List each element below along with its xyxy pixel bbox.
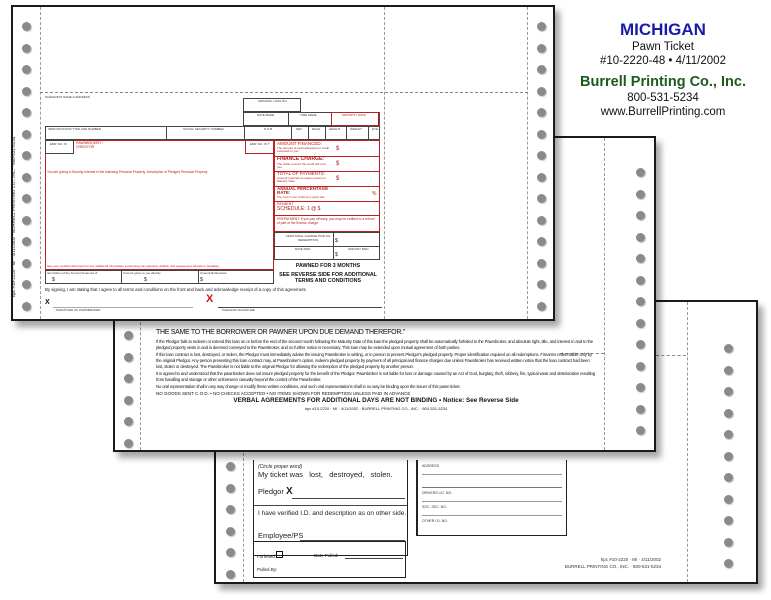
tractor-hole [636, 319, 645, 328]
date-pulled-line[interactable] [345, 558, 403, 559]
tractor-hole [724, 452, 733, 461]
company-name: Burrell Printing Co., Inc. [580, 74, 746, 90]
tractor-hole [724, 409, 733, 418]
verbal-agreements: VERBAL AGREEMENTS FOR ADDITIONAL DAYS ARE NOT BINDING • Notice: See Reverse Side [233, 397, 519, 404]
tila-row [275, 186, 379, 202]
forfeited-box [253, 541, 406, 578]
terms-paragraph: If this loan contract is lost, destroyed, or stolen, the Pledgor must immediately advise the issuing Pawnbroker in writing, or in person to prevent Pledgor's pledged property. Proper identification required on all redemptions. Firearms redeemable only by the original Pledgor. Any person presenting this loan contract may, at Pawnbroker's option, redeem pledged property by payment of all principal and finance charges due unless Pawnbroker has received written notice that the loan contract had been lost, stolen or destroyed. The Pawnbroker is not liable to the original Pledgor for allowing the redemption of the pledged property by another person. [156, 352, 593, 369]
tila-desc: The amount of cash advanced or credit extended to you. [277, 146, 330, 154]
pulled-by-label: Pulled By: [257, 567, 278, 572]
see-reverse: SEE REVERSE SIDE FOR ADDITIONAL TERMS AND CONDITIONS [279, 272, 377, 284]
tractor-holes-right [636, 138, 648, 450]
time-made-label: TIME MADE [300, 113, 317, 117]
tila-desc: The dollar amount the credit will cost you. [277, 162, 326, 170]
ssn-line[interactable] [422, 515, 562, 516]
emp-no-box-2 [245, 140, 274, 154]
tractor-holes-right [537, 7, 549, 319]
tractor-hole [724, 366, 733, 375]
amount-paid-label: AMOUNT PAID [348, 247, 369, 251]
tractor-hole [537, 173, 546, 182]
tractor-hole [537, 216, 546, 225]
circle-note: (Circle proper word) [258, 464, 303, 470]
lost-line: My ticket was lost, destroyed, stolen. [258, 470, 393, 479]
tractor-hole [636, 254, 645, 263]
tractor-hole [226, 527, 235, 536]
maturity-date-box [331, 112, 380, 126]
tractor-hole [724, 495, 733, 504]
tractor-hole [226, 548, 235, 557]
tractor-hole [724, 344, 733, 353]
tractor-hole [22, 194, 31, 203]
weight-label: WEIGHT [350, 127, 362, 131]
additional-charge-label: ADDITIONAL CHARGE PAID ON REDEMPTION [285, 234, 331, 242]
pawnbroker-label: PAWNBROKER / CREDITOR [76, 141, 103, 149]
no-goods-line: NO GOODS SENT C.O.D. • NO CHECKS ACCEPTED • NO ITEMS SHOWN FOR REDEMPTION UNLESS PAID IN ADVANCE [156, 391, 411, 396]
tractor-hole [537, 108, 546, 117]
pledgor-name-label: PLEDGOR'S NAME & ADDRESS [45, 95, 90, 99]
stub-imprint-1: hpc #10-2220 · MI · 4/11/2002 [600, 557, 661, 562]
schedule-label: SCHEDULE: 1 @ $ [277, 206, 321, 212]
forfeited-label [257, 551, 283, 559]
tractor-hole [22, 22, 31, 31]
ssn-label: SOCIAL SECURITY NUMBER [183, 127, 224, 131]
given-label: Amount given to you directly [123, 271, 161, 275]
ssn-label: SOC. SEC. NO. [422, 505, 447, 509]
forfeited-checkbox[interactable] [276, 551, 283, 558]
race-label: RACE [312, 127, 321, 131]
tila-box [274, 140, 380, 232]
tila-title: ANNUAL PERCENTAGE RATE: [277, 186, 329, 196]
drivers-line[interactable] [422, 501, 562, 502]
tractor-hole [22, 108, 31, 117]
tractor-hole [22, 87, 31, 96]
additional-charge-value: $ [335, 238, 338, 244]
sig-right-label: PLEDGOR SIGNATURE [222, 308, 255, 312]
tractor-hole [22, 173, 31, 182]
tractor-hole [537, 259, 546, 268]
pledgor-label [258, 486, 293, 497]
stub-imprint-2: BURRELL PRINTING CO., INC. · 800-531-5234 [564, 564, 661, 569]
tractor-hole [22, 130, 31, 139]
drivers-label: DRIVERS LIC. NO. [422, 491, 453, 495]
tractor-hole [22, 237, 31, 246]
verified-text: I have verified I.D. and description as on other side. [258, 510, 407, 517]
maturity-label: MATURITY DATE [342, 113, 366, 117]
tila-value: $ [336, 146, 340, 152]
tractor-hole [22, 302, 31, 311]
amount-paid-value: $ [335, 252, 338, 258]
tractor-hole [537, 87, 546, 96]
security-interest-text: You are giving a Security Interest in the following Personal Property. Description of Pledged Personal Property [47, 170, 208, 174]
pledgor-label-text: Pledgor [258, 487, 284, 496]
perforation-horizontal [40, 92, 528, 93]
terms-paragraph: No oral representation shall in any way change or modify these written conditions, and such oral representations shall in no way be binding upon the issuer of this pawn ticket. [156, 384, 461, 389]
payment-row [275, 201, 379, 216]
tila-value: % [372, 191, 377, 197]
pledgor-signature-line[interactable] [292, 498, 405, 499]
tractor-hole [636, 383, 645, 392]
address-label: ADDRESS [422, 464, 439, 468]
terms-paragraph: It is agreed to and understood that the pawnbroker does not insure pledged property for the benefit of the Pledgor. Pawnbroker is not liable for loss or damage caused by an Act of God, burglary, theft, robbery, fire, typical wear and deterioration resulting from handling and storage or other unforeseen casualty beyond the control of the Pawnbroker. [156, 371, 596, 382]
back-imprint: hpc #10-2220 · MI · 4/11/2002 · BURRELL PRINTING CO., INC. · 800-531-5234 [304, 406, 448, 411]
tractor-hole [537, 44, 546, 53]
tractor-hole [636, 233, 645, 242]
itemization-value: $ [52, 277, 55, 283]
description-box [45, 140, 274, 270]
tractor-hole [124, 396, 133, 405]
tractor-hole [636, 426, 645, 435]
tila-row [275, 141, 379, 157]
original-loan-box [243, 98, 301, 112]
tractor-hole [724, 538, 733, 547]
tila-value: $ [336, 176, 340, 182]
payment-label: PAYMENT [277, 202, 294, 206]
perforation-horizontal [656, 355, 686, 356]
tractor-hole [537, 280, 546, 289]
tractor-hole [124, 353, 133, 362]
sig-left-label: SIGNATURE OF PAWNBROKER [56, 308, 101, 312]
tractor-holes-left [22, 7, 34, 319]
tractor-hole [724, 430, 733, 439]
tractor-hole [636, 211, 645, 220]
emp-no-label: EMP. NO. IS [50, 142, 67, 146]
tractor-hole [22, 280, 31, 289]
tractor-hole [22, 151, 31, 160]
terms-block [156, 329, 596, 412]
tractor-hole [226, 570, 235, 579]
tractor-hole [636, 362, 645, 371]
tila-title: AMOUNT FINANCED: [277, 141, 322, 146]
prepayment-row [275, 215, 379, 232]
pawn-ticket-front-card [11, 5, 555, 321]
additional-charge-box [274, 232, 380, 260]
original-loan-label: ORIGINAL LOAN NO. [258, 99, 288, 103]
tractor-hole [636, 297, 645, 306]
tila-desc: Amount required to redeem pawn on Maturity Date. [277, 176, 326, 184]
tractor-hole [226, 484, 235, 493]
tractor-holes-right [724, 302, 736, 582]
tractor-hole [22, 216, 31, 225]
tila-desc: The cost of your credit as a yearly rate. [277, 195, 326, 199]
divider [254, 505, 407, 506]
tractor-hole [22, 44, 31, 53]
itemization-label: Itemization of the Amount Financed of [47, 271, 98, 275]
sex-label: SEX [296, 127, 303, 131]
tractor-hole [537, 130, 546, 139]
pledgor-x: X [285, 486, 293, 497]
tractor-hole [636, 276, 645, 285]
tractor-hole [537, 65, 546, 74]
perforation-right [604, 138, 605, 450]
sig-x-right: X [206, 293, 214, 305]
forfeited-text: Forfeited [257, 554, 275, 559]
eye-label: EYE [372, 127, 379, 131]
state-title: MICHIGAN [620, 20, 706, 39]
id-row [45, 126, 380, 140]
divider [422, 487, 562, 488]
tractor-hole [724, 473, 733, 482]
form-number: #10-2220-48 • 4/11/2002 [600, 55, 726, 67]
tractor-hole [636, 405, 645, 414]
terms-paragraph: If the Pledgor fails to redeem or extend this loan on or before the end of the second month following the Maturity Date of this loan the pledged property shall be automatically forfeited to the Pawnbroker, and absolute right, title, and interest in and to the pledged property vests in and is deemed conveyed to the Pawnbroker, and no further notice is necessary. This loan may be extended upon mutual agreement of both parties. [156, 339, 593, 350]
address-line[interactable] [422, 474, 562, 475]
tractor-hole [124, 374, 133, 383]
tractor-hole [724, 387, 733, 396]
date-made-label: DATE MADE [257, 113, 275, 117]
tila-row [275, 171, 379, 187]
tractor-hole [22, 259, 31, 268]
refinanced-label: Amount Refinanced [200, 271, 227, 275]
terms-heading: THE SAME TO THE BORROWER OR PAWNER UPON DUE DEMAND THEREFOR." [156, 329, 405, 336]
tila-row [275, 156, 379, 172]
sig-x-left: X [45, 299, 50, 306]
tila-title: FINANCE CHARGE: [277, 156, 324, 162]
prepayment-text: PREPAYMENT: If you pay off early, you may be entitled to a refund of part of the finance charge. [277, 217, 375, 225]
other-id-label: OTHER I.D. NO. [422, 519, 448, 523]
tractor-hole [537, 22, 546, 31]
company-phone: 800-531-5234 [627, 92, 699, 104]
pawned-for: PAWNED FOR 3 MONTHS [295, 263, 361, 269]
tractor-hole [724, 516, 733, 525]
height-label: HEIGHT [329, 127, 341, 131]
employee-label: Employee/PS [258, 531, 304, 540]
side-imprint: hpc #10-2220 · MI · 4/11/2002 · BURRELL PRINTING CO., INC. · 800-531-5234 [11, 136, 16, 297]
tractor-hole [636, 168, 645, 177]
brand-block [568, 20, 758, 119]
tila-title: TOTAL OF PAYMENTS: [277, 171, 326, 176]
date-pulled-label: Date Pulled: [314, 553, 339, 558]
tractor-hole [22, 65, 31, 74]
tractor-hole [636, 340, 645, 349]
itemization-row [45, 270, 274, 284]
dob-label: D.O.B. [264, 127, 274, 131]
perforation-right [527, 7, 528, 319]
tractor-hole [724, 559, 733, 568]
tractor-hole [226, 505, 235, 514]
agreement-text: By signing, I am stating that I agree to all terms and conditions on the front and back and acknowledge receipt of a copy of this agreement. [45, 287, 307, 292]
perforation-left [40, 7, 41, 319]
emp-no-label-2: EMP. NO. IS T [250, 142, 270, 146]
emp-no-box [45, 140, 74, 154]
tractor-hole [537, 194, 546, 203]
refinanced-value: $ [200, 277, 203, 283]
tractor-hole [537, 237, 546, 246]
tractor-hole [636, 190, 645, 199]
product-name: Pawn Ticket [632, 41, 694, 53]
tractor-hole [124, 331, 133, 340]
company-website[interactable]: www.BurrellPrinting.com [600, 106, 726, 118]
perforation-right [687, 302, 688, 582]
tila-value: $ [336, 161, 340, 167]
id-box [416, 460, 567, 536]
tractor-hole [537, 302, 546, 311]
contract-note: See your contract document for any additional information concerning non-payment, default, and prepayment refunds or penalties. [47, 264, 220, 268]
tractor-hole [124, 417, 133, 426]
tractor-hole [537, 151, 546, 160]
tractor-hole [226, 462, 235, 471]
date-paid-label: DATE PAID [295, 247, 311, 251]
perforation-middle [384, 7, 385, 319]
tractor-hole [124, 439, 133, 448]
id-label: IDENTIFICATION TYPE AND NUMBER [48, 127, 102, 131]
given-value: $ [144, 277, 147, 283]
